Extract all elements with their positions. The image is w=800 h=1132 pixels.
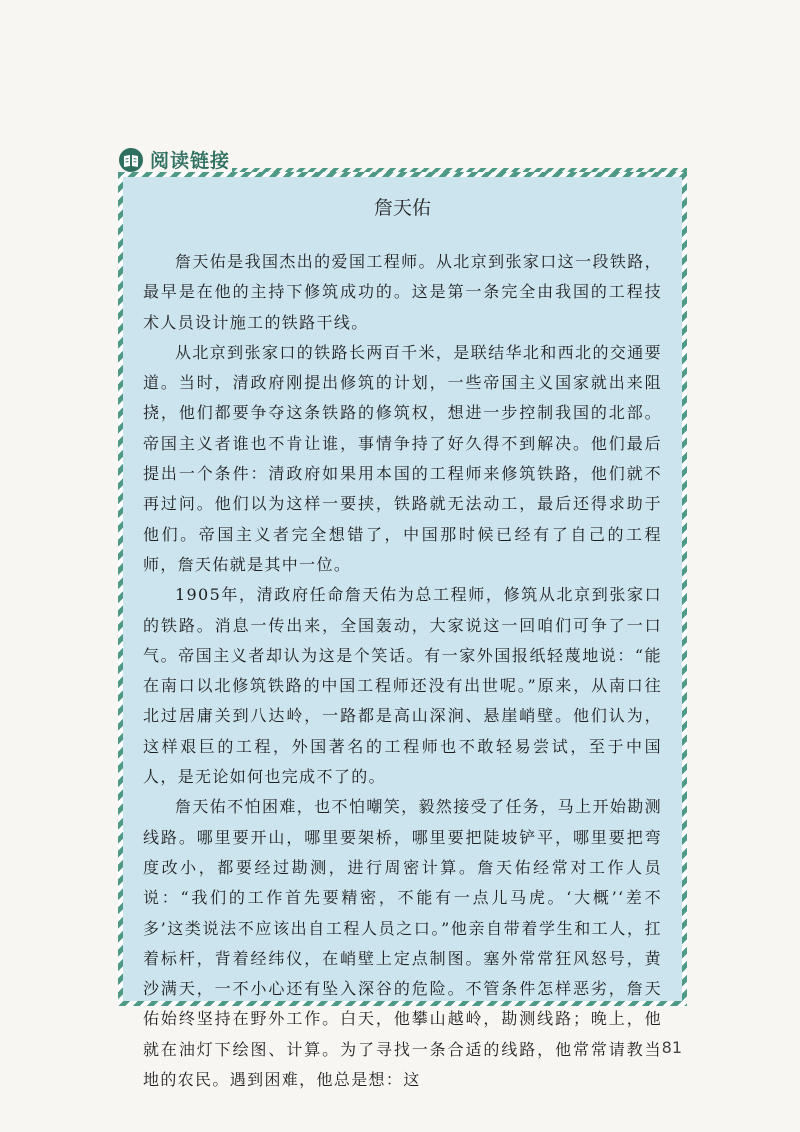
book-circle-icon xyxy=(118,147,144,173)
article-title: 詹天佑 xyxy=(373,197,431,219)
section-title: 阅读链接 xyxy=(150,150,231,172)
paragraph: 从北京到张家口的铁路长两百千米，是联结华北和西北的交通要道。当时，清政府刚提出修筑的计划，一些帝国主义国家就出来阻挠，他们都要争夺这条铁路的修筑权，想进一步控制我国的北部。帝国主义者谁也不肯让谁，事情争持了好久得不到解决。他们最后提出一个条件：清政府如果用本国的工程师来修筑铁路，他们就不再过问。他们以为这样一要挟，铁路就无法动工，最后还得求助于他们。帝国主义者完全想错了，中国那时候已经有了自己的工程师，詹天佑就是其中一位。 xyxy=(143,342,662,574)
article-body xyxy=(143,247,662,1095)
paragraph: 1905年，清政府任命詹天佑为总工程师，修筑从北京到张家口的铁路。消息一传出来，全国轰动，大家说这一回咱们可争了一口气。帝国主义者却认为这是个笑话。有一家外国报纸轻蔑地说：“能在南口以北修筑铁路的中国工程师还没有出世呢。”原来，从南口往北过居庸关到八达岭，一路都是高山深涧、悬崖峭壁。他们认为，这样艰巨的工程，外国著名的工程师也不敢轻易尝试，至于中国人，是无论如何也完成不了的。 xyxy=(143,585,662,787)
section-header xyxy=(118,146,230,173)
page-number: 81 xyxy=(661,1038,682,1057)
paragraph: 詹天佑是我国杰出的爱国工程师。从北京到张家口这一段铁路，最早是在他的主持下修筑成功的。这是第一条完全由我国的工程技术人员设计施工的铁路干线。 xyxy=(143,252,662,332)
paragraph: 詹天佑不怕困难，也不怕嘲笑，毅然接受了任务，马上开始勘测线路。哪里要开山，哪里要架桥，哪里要把陡坡铲平，哪里要把弯度改小，都要经过勘测，进行周密计算。詹天佑经常对工作人员说：“我们的工作首先要精密，不能有一点儿马虎。‘大概’‘差不多’这类说法不应该出自工程人员之口。”他亲自带着学生和工人，扛着标杆，背着经纬仪，在峭壁上定点制图。塞外常常狂风怒号，黄沙满天，一不小心还有坠入深谷的危险。不管条件怎样恶劣，詹天佑始终坚持在野外工作。白天，他攀山越岭，勘测线路；晚上，他就在油灯下绘图、计算。为了寻找一条合适的线路，他常常请教当地的农民。遇到困难，他总是想：这 xyxy=(143,797,662,1090)
